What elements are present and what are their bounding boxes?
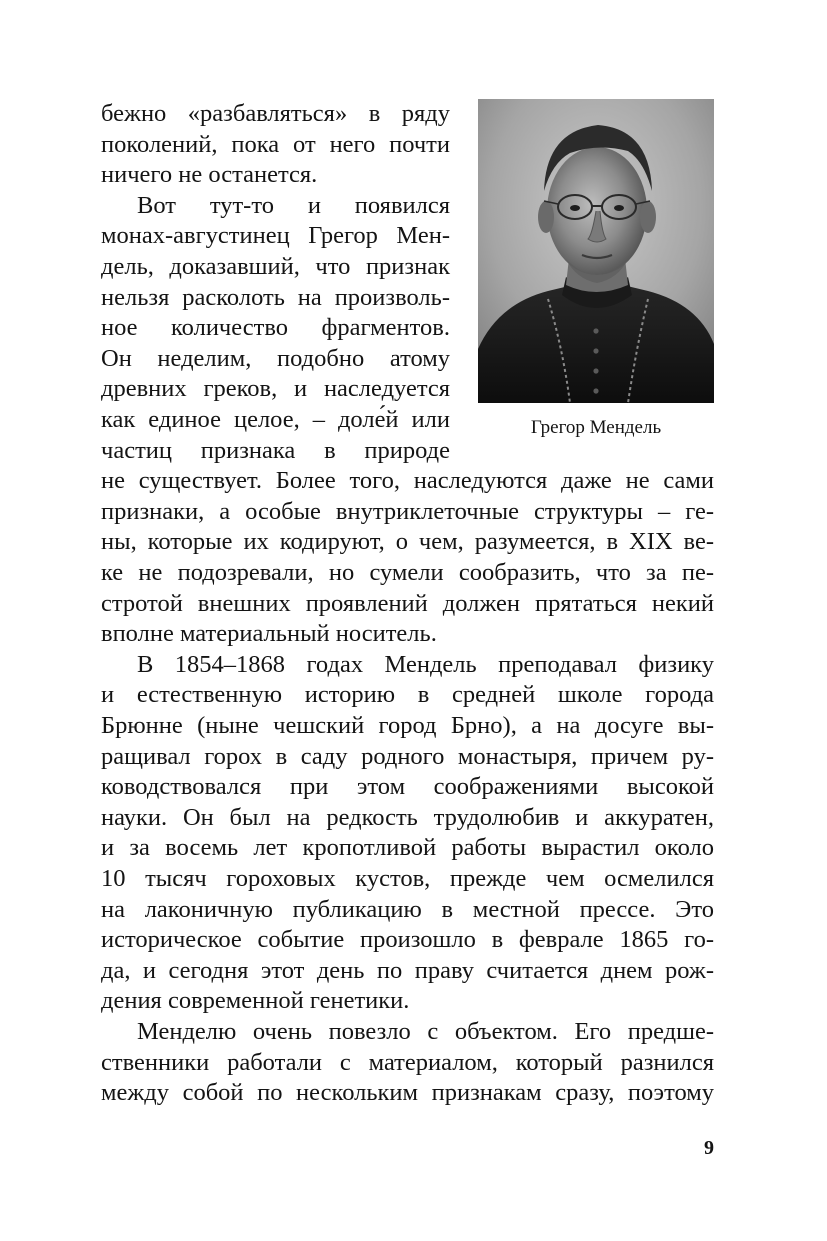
page-number: 9 <box>704 1137 714 1159</box>
text-line: ственники работали с материалом, который разнился <box>101 1048 714 1076</box>
text-line: стротой внешних проявлений должен прятаться некий <box>101 589 714 617</box>
text-line: частиц признака в природе <box>101 436 450 464</box>
text-line: признаки, а особые внутриклеточные структуры – ге- <box>101 497 714 525</box>
text-line: В 1854–1868 годах Мендель преподавал физику <box>137 650 714 678</box>
text-line: нельзя расколоть на произволь- <box>101 283 450 311</box>
text-line: историческое событие произошло в феврале 1865 го- <box>101 926 714 954</box>
text-line: вполне материальный носитель. <box>101 620 437 648</box>
text-line: ное количество фрагментов. <box>101 314 450 342</box>
text-line: дения современной генетики. <box>101 987 410 1015</box>
text-line: науки. Он был на редкость трудолюбив и аккуратен, <box>101 803 714 831</box>
text-line: ководствовался при этом соображениями высокой <box>101 773 714 801</box>
text-line: как единое целое, – доле́й или <box>101 406 450 433</box>
text-line: поколений, пока от него почти <box>101 130 450 158</box>
portrait-photo <box>478 99 714 403</box>
text-line: и за восемь лет кропотливой работы вырастил около <box>101 834 714 862</box>
text-line: ращивал горох в саду родного монастыря, причем ру- <box>101 742 714 770</box>
text-line: бежно «разбавляться» в ряду <box>101 100 450 127</box>
text-line: и естественную историю в средней школе города <box>101 681 714 709</box>
text-line: ничего не останется. <box>101 161 318 189</box>
text-line: дель, доказавший, что признак <box>101 253 450 280</box>
text-line: ке не подозревали, но сумели сообразить, что за пе- <box>101 559 714 586</box>
text-line: между собой по нескольким признакам сразу, поэтому <box>101 1079 714 1107</box>
text-line: да, и сегодня этот день по праву считается днем рож- <box>101 956 714 984</box>
text-line: древних греков, и наследуется <box>101 375 450 403</box>
text-line: Он неделим, подобно атому <box>101 344 450 372</box>
text-line: Менделю очень повезло с объектом. Его предше- <box>137 1018 714 1045</box>
text-line: Брюнне (ныне чешский город Брно), а на досуге вы- <box>101 712 714 739</box>
text-line: Вот тут-то и появился <box>137 191 450 219</box>
text-line: ны, которые их кодируют, о чем, разумеется, в XIX ве- <box>101 528 714 556</box>
figure-caption: Грегор Мендель <box>530 417 662 438</box>
text-line: не существует. Более того, наследуются даже не сами <box>101 467 714 495</box>
text-line: монах-августинец Грегор Мен- <box>101 222 450 250</box>
text-line: 10 тысяч гороховых кустов, прежде чем осмелился <box>101 865 714 892</box>
text-line: на лаконичную публикацию в местной прессе. Это <box>101 895 714 923</box>
